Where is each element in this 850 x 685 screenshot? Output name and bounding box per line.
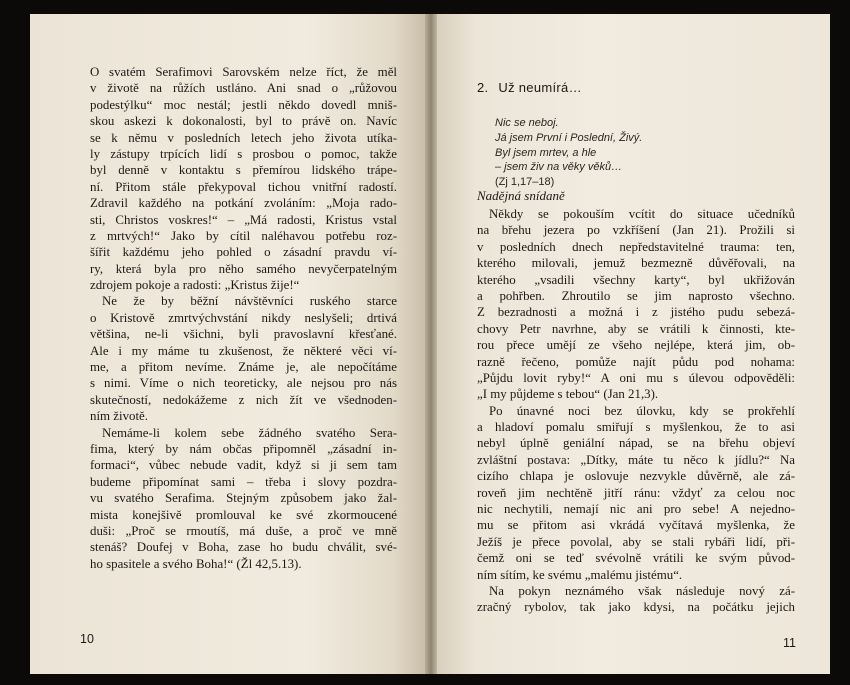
text-line: zvláštní postava: „Dítky, máte tu něco k jídlu?“ Na	[477, 452, 795, 467]
text-line: Na pokyn neznámého však následuje nový zá-	[489, 583, 795, 598]
text-line: podestýlku“ moc nestál; jestli někdo dovedl mniš-	[90, 97, 397, 112]
chapter-heading	[477, 80, 582, 95]
text-line: rou přece umějí ze všeho nejlépe, která jim, ob-	[477, 338, 795, 353]
chapter-title: Už neumírá…	[498, 80, 582, 95]
text-line: mu se přitom asi vkrádá vyčítavá myšlenka, že	[477, 518, 795, 533]
motto-line: – jsem živ na věky věků…	[495, 161, 623, 174]
text-line: Ježíš je přece povolal, aby se stali rybáři lidí, při-	[477, 534, 795, 549]
text-line: budeme připomínat sami – třeba i slovy pozdra-	[90, 474, 397, 489]
text-line: Nemáme-li kolem sebe žádného svatého Sera-	[102, 425, 397, 440]
text-line: Někdy se pokouším vcítit do situace učedníků	[489, 207, 795, 221]
text-line: mista konejšivě promlouval ke své zkormoucené	[90, 507, 397, 522]
text-line: fima, který by nám občas připomněl „zásadní in-	[90, 441, 397, 456]
text-line: čemž oni se teď svévolně vrátili ke svým původ-	[477, 551, 795, 566]
right-page-number: 11	[783, 636, 796, 650]
text-line: v životě na růžích ustláno. Ani snad o „růžovou	[90, 81, 397, 96]
left-page-number: 10	[80, 632, 94, 646]
text-line: sti, Christos voskres!“ – „Má radosti, Kristus vstal	[90, 212, 397, 227]
text-line: chovy Petr navrhne, aby se vrátili k činnosti, kte-	[477, 321, 795, 336]
text-line: se k němu v posledních letech jeho života utíka-	[90, 130, 397, 145]
text-line: a hladoví pomalu smiřují s myšlenkou, že to asi	[477, 420, 795, 435]
text-line: většina, ne-li všichni, byli pravoslavní křesťané.	[90, 327, 397, 342]
section-subheading: Nadějná snídaně	[477, 188, 565, 203]
text-line: „Půjdu lovit ryby!“ A oni mu s úlevou odpověděli:	[477, 370, 795, 385]
text-line: me, a přitom nevíme. Známe je, ale nepočítáme	[90, 360, 397, 375]
text-line: Po únavné noci bez úlovku, kdy se prokřehlí	[489, 403, 795, 418]
text-line: kterého milovali, jemuž bezmezně důvěřovali, na	[477, 256, 795, 271]
text-line: roveň jim nechtěně jitří ránu: vždyť za celou noc	[477, 485, 795, 500]
text-line: formaci“, vůbec nebude vadit, když si ji sem tam	[90, 458, 397, 473]
book-spread	[30, 14, 830, 674]
text-line: „I my půjdeme s tebou“ (Jan 21,3).	[477, 387, 659, 402]
text-line: Ne že by běžní návštěvníci ruského starce	[102, 294, 397, 309]
text-line: na břehu jezera po vzkříšení (Jan 21). Prožili si	[477, 223, 795, 238]
text-line: zdrojem pokoje a radosti: „Kristus žije!“	[90, 278, 300, 293]
motto-line: Nic se neboj.	[495, 117, 559, 129]
text-line: ly zástupy trpících lidí s prosbou o pomoc, takže	[90, 146, 397, 161]
text-line: skou askezi k dokonalosti, byl to právě on. Navíc	[90, 114, 397, 129]
motto-line: Já jsem První i Poslední, Živý.	[495, 131, 643, 144]
text-line: Zdravil každého na potkání zvoláním: „Moja rado-	[90, 196, 397, 211]
motto-line: Byl jsem mrtev, a hle	[495, 146, 597, 159]
text-line: ní. Přitom stále překypoval tichou vnitřní radostí.	[90, 179, 397, 194]
text-line: s nimi. Víme o nich teoreticky, ale nejsou pro nás	[90, 376, 397, 391]
text-line: šířit každému jeho pohled o zásadní pravdu ví-	[90, 245, 397, 260]
text-line: byl denně v kontaktu s přemírou lidského trápe-	[90, 163, 397, 178]
text-line: stenáš? Doufej v Boha, zase ho budu chválit, své-	[90, 540, 397, 555]
text-line: vu svatého Serafima. Stejným způsobem jako žal-	[90, 491, 397, 506]
text-line: skutečností, nedokážeme z nich žít ve všednoden-	[90, 392, 397, 407]
text-line: a pohřben. Zhroutilo se jim naprosto všechno.	[477, 288, 795, 303]
text-line: nebyl úplně geniální nápad, se na břehu objeví	[477, 436, 795, 451]
text-line: ním životě.	[90, 409, 148, 424]
right-page-text	[477, 206, 795, 616]
text-line: razně řečeno, pomůže najít půdu pod nohama:	[477, 354, 795, 369]
text-line: nic nechytili, nemají nic ani pro sebe! A nejedno-	[477, 502, 795, 517]
text-line: Z bezradnosti a možná i z jistého pudu sebezá-	[477, 305, 795, 320]
chapter-motto	[495, 116, 785, 190]
text-line: O svatém Serafimovi Sarovském nelze říct, že měl	[90, 65, 397, 79]
text-line: o Kristově zmrtvýchvstání nikdy neslyšeli; drtivá	[90, 310, 397, 325]
motto-reference: (Zj 1,17–18)	[495, 176, 555, 189]
text-line: ním sítím, ke svému „malému jistému“.	[477, 567, 683, 582]
text-line: v posledních dnech nepředstavitelné trauma: ten,	[477, 239, 795, 254]
text-line: ho spasitele a svého Boha!“ (Žl 42,5.13).	[90, 556, 302, 571]
text-line: duši: „Proč se rmoutíš, má duše, a proč ve mně	[90, 523, 397, 538]
left-page	[30, 14, 425, 674]
right-page	[437, 14, 830, 674]
text-line: z mrtvých!“ Jako by cítil naléhavou potřebu roz-	[90, 228, 397, 243]
text-line: ry, která byla pro něho samého nevyčerpatelným	[90, 261, 397, 276]
text-line: zračný rybolov, tak jako kdysi, na počátku jejich	[477, 600, 795, 615]
left-page-text	[90, 64, 397, 572]
text-line: kterého „vsadili všechny karty“, byl ukřižován	[477, 272, 795, 287]
book-gutter	[425, 14, 437, 674]
chapter-number: 2.	[477, 80, 489, 95]
text-line: cizího chlapa je oslovuje nezvykle důvěrně, ale zá-	[477, 469, 795, 484]
text-line: Ale i my máme tu zkušenost, že některé věci ví-	[90, 343, 397, 358]
